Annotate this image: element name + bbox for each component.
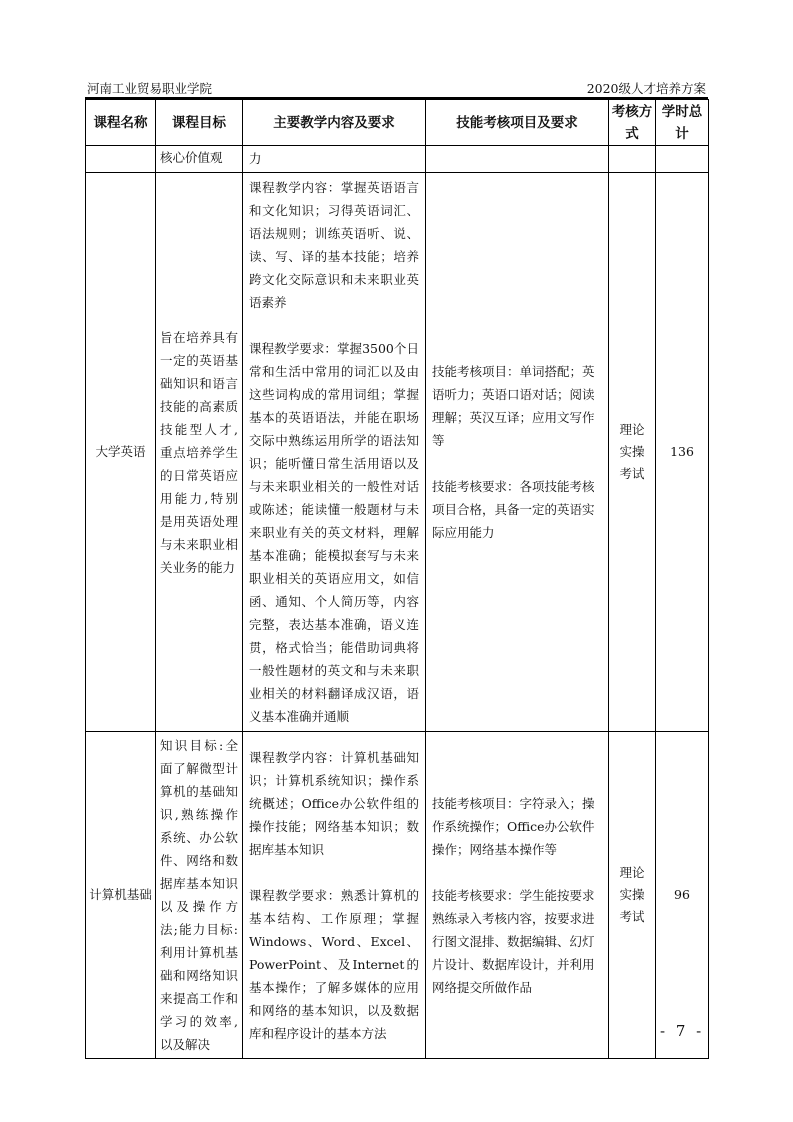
cell-content xyxy=(243,732,426,1059)
content-paragraph: 课程教学要求：熟悉计算机的基本结构、工作原理；掌握Windows、Word、Excel、PowerPoint、及Internet的基本操作；了解多媒体的应用和网络的基本知识，以及数据库和程序设计的基本方法 xyxy=(249,887,419,1041)
table-header-row xyxy=(86,100,709,146)
course-table xyxy=(85,99,709,1059)
header-course-name: 课程名称 xyxy=(86,100,156,146)
header-course-goal: 课程目标 xyxy=(156,100,243,146)
cell-skill xyxy=(426,146,609,173)
cell-assess: 理论实操考试 xyxy=(609,732,656,1059)
header-total-hours: 学时总计 xyxy=(656,100,709,146)
cell-name: 计算机基础 xyxy=(86,732,156,1059)
table-row xyxy=(86,732,709,1059)
page-header xyxy=(85,77,708,99)
header-program: 2020级人才培养方案 xyxy=(586,81,706,96)
header-skill-assessment: 技能考核项目及要求 xyxy=(426,100,609,146)
cell-name: 大学英语 xyxy=(86,173,156,732)
cell-assess xyxy=(609,146,656,173)
cell-content: 力 xyxy=(243,146,426,173)
cell-skill xyxy=(426,732,609,1059)
table-row xyxy=(86,173,709,732)
cell-hours: 96 xyxy=(656,732,709,1059)
cell-assess: 理论实操考试 xyxy=(609,173,656,732)
skill-paragraph: 技能考核项目：字符录入；操作系统操作；Office办公软件操作；网络基本操作等 xyxy=(432,795,595,857)
cell-name xyxy=(86,146,156,173)
cell-goal: 旨在培养具有一定的英语基础知识和语言技能的高素质技能型人才,重点培养学生的日常英语应用能力,特别是用英语处理与未来职业相关业务的能力 xyxy=(156,173,243,732)
content-paragraph: 课程教学内容：计算机基础知识；计算机系统知识；操作系统概述；Office办公软件组的操作技能；网络基本知识；数据库基本知识 xyxy=(249,749,419,857)
skill-paragraph: 技能考核要求：各项技能考核项目合格，具备一定的英语实际应用能力 xyxy=(432,479,595,540)
page-number: - 7 - xyxy=(660,1022,705,1040)
skill-paragraph: 技能考核要求：学生能按要求熟练录入考核内容，按要求进行图文混排、数据编辑、幻灯片设计、数据库设计，并利用网络提交所做作品 xyxy=(432,887,595,995)
header-assessment-method: 考核方式 xyxy=(609,100,656,146)
cell-hours xyxy=(656,146,709,173)
cell-skill xyxy=(426,173,609,732)
cell-goal: 核心价值观 xyxy=(156,146,243,173)
header-main-content: 主要教学内容及要求 xyxy=(243,100,426,146)
table-row xyxy=(86,146,709,173)
skill-paragraph: 技能考核项目：单词搭配；英语听力；英语口语对话；阅读理解；英汉互译；应用文写作等 xyxy=(432,364,595,448)
content-paragraph: 课程教学要求：掌握3500个日常和生活中常用的词汇以及由这些词构成的常用词组；掌握基本的英语语法，并能在职场交际中熟练运用所学的语法知识；能听懂日常生活用语以及与未来职业相关的一般性对话或陈述；能读懂一般题材与未来职业有关的英文材料，理解基本准确；能模拟套写与未来职业相关的英语应用文，如信函、通知、个人简历等，内容完整，表达基本准确，语义连贯，格式恰当；能借助词典将一般性题材的英文和与未来职业相关的材料翻译成汉语，语义基本准确并通顺 xyxy=(249,341,419,724)
header-institution: 河南工业贸易职业学院 xyxy=(87,81,213,96)
cell-goal: 知识目标:全面了解微型计算机的基础知识,熟练操作系统、办公软件、网络和数据库基本知识以及操作方法;能力目标:利用计算机基础和网络知识来提高工作和学习的效率,以及解决 xyxy=(156,732,243,1059)
content-paragraph: 课程教学内容：掌握英语语言和文化知识；习得英语词汇、语法规则；训练英语听、说、读、写、译的基本技能；培养跨文化交际意识和未来职业英语素养 xyxy=(249,180,419,310)
cell-hours: 136 xyxy=(656,173,709,732)
cell-content xyxy=(243,173,426,732)
